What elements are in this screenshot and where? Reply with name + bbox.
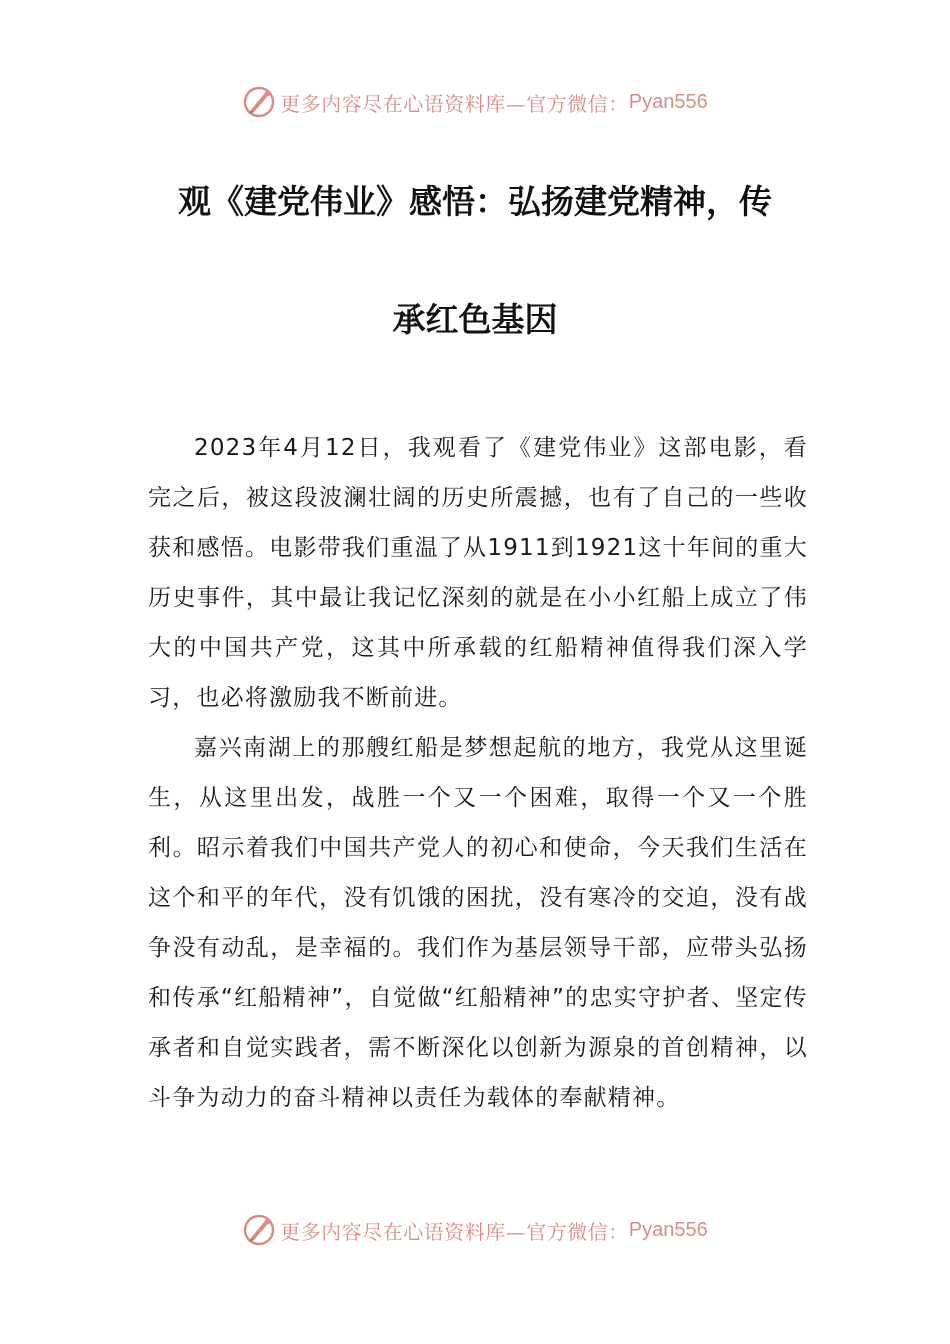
document-title-line1: 观《建党伟业》感悟：弘扬建党精神，传 [178,182,772,221]
watermark-text: 更多内容尽在心语资料库—官方微信： [280,1219,629,1244]
footer-watermark [0,1210,950,1250]
pen-logo-icon [242,85,276,119]
pen-logo-icon [242,1213,276,1247]
document-body [148,423,808,1123]
paragraph-2: 嘉兴南湖上的那艘红船是梦想起航的地方，我党从这里诞生，从这里出发，战胜一个又一个困难，取得一个又一个胜利。昭示着我们中国共产党人的初心和使命，今天我们生活在这个和平的年代，没有饥饿的困扰，没有寒冷的交迫，没有战争没有动乱，是幸福的。我们作为基层领导干部，应带头弘扬和传承“红船精神”，自觉做“红船精神”的忠实守护者、坚定传承者和自觉实践者，需不断深化以创新为源泉的首创精神，以斗争为动力的奋斗精神以责任为载体的奉献精神。 [148,735,808,1111]
watermark-wechat-id: Pyan556 [628,1218,708,1241]
header-watermark [0,82,950,122]
watermark-wechat-id: Pyan556 [628,90,708,113]
watermark-text: 更多内容尽在心语资料库—官方微信： [280,91,629,116]
document-title-line2: 承红色基因 [392,300,558,339]
paragraph-1: 2023年4月12日，我观看了《建党伟业》这部电影，看完之后，被这段波澜壮阔的历史所震撼，也有了自己的一些收获和感悟。电影带我们重温了从1911到1921这十年间的重大历史事件，其中最让我记忆深刻的就是在小小红船上成立了伟大的中国共产党，这其中所承载的红船精神值得我们深入学习，也必将激励我不断前进。 [148,435,808,711]
